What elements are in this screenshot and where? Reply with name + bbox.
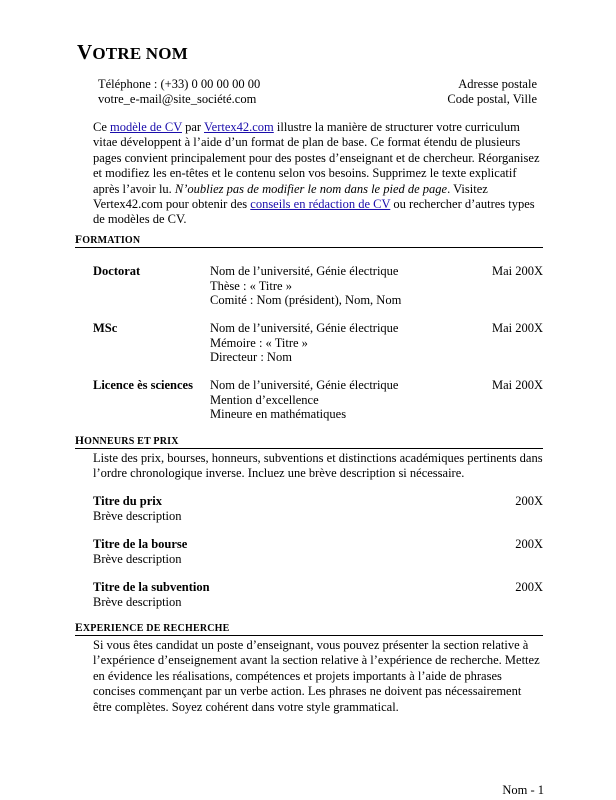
intro-text-1: Ce [93, 120, 111, 134]
phone-line: Téléphone : (+33) 0 00 00 00 00 [98, 77, 261, 91]
experience-rest: XPERIENCE DE RECHERCHE [82, 623, 230, 634]
degree-title: Doctorat [93, 264, 141, 278]
formation-initial: F [75, 234, 83, 246]
intro-text-3: illustre la manière de structurer votre curriculum vitae développent à l’aide d’un format de plan de base. Ce format étendu de plusieurs pages convient principalement pour des postes d’enseignant et de chercheur. Réorganisez et modifiez les en-têtes et le contenu selon vos besoins. Supprimez le texte explicatif après l’avoir lu. [93, 120, 540, 196]
name-rest: OTRE NOM [92, 44, 188, 63]
postal-line: Code postal, Ville [447, 92, 537, 106]
award-title: Titre du prix [93, 494, 162, 508]
degree-line: Nom de l’université, Génie électrique [210, 264, 399, 278]
degree-details [210, 321, 398, 365]
name-initial: V [77, 40, 93, 64]
honors-initial: H [75, 435, 85, 447]
resume-name [77, 40, 188, 65]
resume-template-link[interactable]: modèle de CV [110, 120, 182, 134]
award-year: 200X [515, 580, 543, 594]
experience-initial: E [75, 622, 83, 634]
degree-title: MSc [93, 321, 118, 335]
degree-line: Comité : Nom (président), Nom, Nom [210, 293, 402, 307]
award-desc: Brève description [93, 509, 182, 523]
honors-description: Liste des prix, bourses, honneurs, subventions et distinctions académiques pertinents dans l’ordre chronologique inverse. Incluez une brève description si nécessaire. [93, 451, 543, 481]
contact-right [447, 77, 537, 107]
vertex42-link[interactable]: Vertex42.com [204, 120, 274, 134]
intro-text-2: par [182, 120, 204, 134]
degree-line: Nom de l’université, Génie électrique [210, 321, 399, 335]
experience-description: Si vous êtes candidat un poste d’enseignant, vous pouvez présenter la section relative à l’expérience d’enseignement avant la section relative à l’expérience de recherche. Mettez en évidence les réalisations, compétences et projets importants à l’aide de phrases concises commençant par un verbe action. Les phrases ne doivent pas nécessairement être complètes. Soyez cohérent dans votre style grammatical. [93, 638, 540, 714]
award-entry [93, 537, 543, 567]
address-line: Adresse postale [458, 77, 537, 91]
formation-heading [75, 234, 543, 248]
intro-text-4: . Visitez Vertex42.com pour obtenir des [93, 181, 488, 212]
award-year: 200X [515, 537, 543, 551]
degree-line: Directeur : Nom [210, 350, 292, 364]
award-year: 200X [515, 494, 543, 508]
award-title: Titre de la subvention [93, 580, 210, 594]
honors-rest: ONNEURS ET PRIX [84, 436, 179, 447]
degree-date: Mai 200X [491, 378, 543, 392]
degree-line: Nom de l’université, Génie électrique [210, 378, 399, 392]
intro-paragraph [93, 120, 543, 228]
award-entry [93, 494, 543, 524]
degree-title: Licence ès sciences [93, 378, 193, 392]
formation-rest: ORMATION [82, 235, 141, 246]
degree-line: Thèse : « Titre » [210, 278, 292, 293]
honors-heading [75, 435, 543, 449]
award-desc: Brève description [93, 595, 182, 609]
email-line: votre_e-mail@site_société.com [98, 92, 257, 106]
contact-left [98, 77, 260, 107]
award-entry [93, 580, 543, 610]
resume-tips-link[interactable]: conseils en rédaction de CV [250, 197, 391, 212]
degree-date: Mai 200X [491, 264, 543, 278]
award-desc: Brève description [93, 552, 182, 566]
experience-heading [75, 622, 543, 636]
degree-line: Mineure en mathématiques [210, 407, 347, 421]
degree-date: Mai 200X [491, 321, 543, 335]
page-footer: Nom - 1 [502, 783, 544, 797]
intro-italic-note: N’oubliez pas de modifier le nom dans le pied de page [174, 181, 448, 196]
degree-details [210, 264, 401, 308]
degree-line: Mention d’excellence [210, 392, 319, 407]
award-title: Titre de la bourse [93, 537, 188, 551]
degree-line: Mémoire : « Titre » [210, 335, 308, 350]
intro-text-5: ou rechercher d’autres types de modèles de CV. [93, 197, 535, 227]
degree-details [210, 378, 398, 422]
